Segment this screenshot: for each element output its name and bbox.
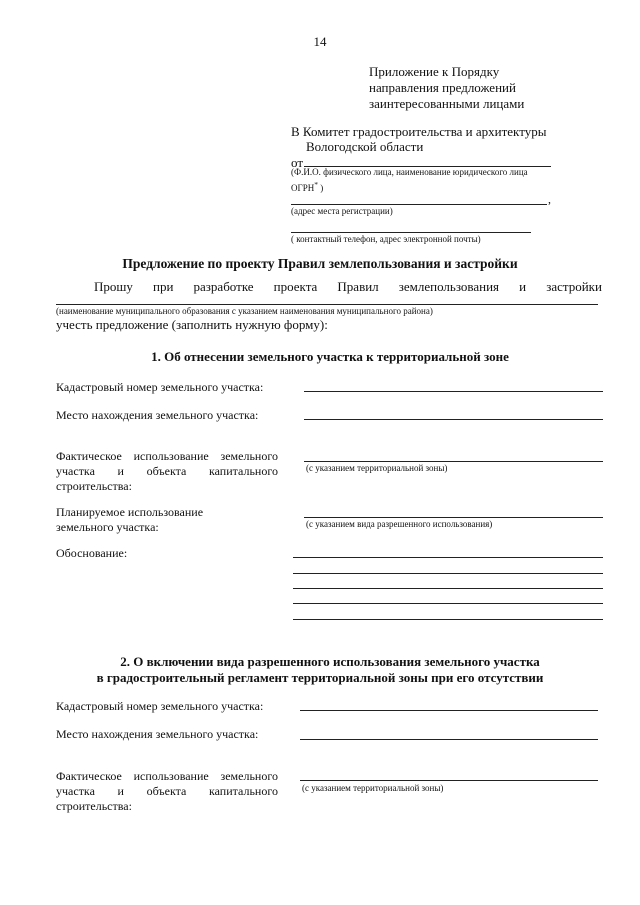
label-word: объекта	[146, 784, 187, 798]
from-label: от	[291, 155, 304, 170]
label-word: капитального	[208, 784, 278, 798]
label-word: Фактическое	[56, 449, 122, 463]
ogrn-caption: ОГРН	[291, 183, 315, 193]
fio-caption: (Ф.И.О. физического лица, наименование юридического лица	[291, 167, 528, 177]
label-word: участка	[56, 784, 95, 798]
section1-location-label: Место нахождения земельного участка:	[56, 408, 259, 422]
request-word: разработке	[193, 279, 254, 294]
section2-cadastral-label: Кадастровый номер земельного участка:	[56, 699, 264, 713]
label-word: земельного	[220, 769, 278, 783]
page-number: 14	[313, 34, 327, 49]
request-word: и	[519, 279, 527, 294]
appendix-line-2: направления предложений	[369, 80, 516, 95]
label-word: капитального	[208, 464, 278, 478]
section1-location-input[interactable]	[304, 419, 603, 420]
request-word: застройки	[546, 279, 602, 294]
label-word: земельного	[220, 449, 278, 463]
ogrn-close: )	[320, 183, 324, 193]
request-line-2: учесть предложение (заполнить нужную форму):	[56, 317, 328, 332]
request-word: проекта	[273, 279, 318, 294]
section2-location-label: Место нахождения земельного участка:	[56, 727, 259, 741]
section1-actual-use-input[interactable]	[304, 461, 603, 462]
ogrn-asterisk: *	[314, 180, 318, 189]
municipality-caption: (наименование муниципального образования с указанием наименования муниципального района)	[56, 306, 433, 316]
address-comma: ,	[548, 192, 551, 206]
section1-planned-use-input[interactable]	[304, 517, 603, 518]
label-word: строительства:	[56, 479, 132, 493]
label-word: земельного участка:	[56, 520, 159, 534]
label-word: использование	[133, 769, 209, 783]
justification-input-line-5[interactable]	[293, 619, 603, 620]
section2-actual-use-input[interactable]	[300, 780, 598, 781]
appendix-header	[369, 64, 609, 112]
request-word: Правил	[337, 279, 379, 294]
section1-actual-use-caption: (с указанием территориальной зоны)	[306, 463, 448, 473]
address-caption: (адрес места регистрации)	[291, 206, 393, 216]
label-word: Планируемое использование	[56, 505, 204, 519]
section2-heading-line-2: в градостроительный регламент территориальной зоны при его отсутствии	[96, 670, 544, 685]
section1-cadastral-label: Кадастровый номер земельного участка:	[56, 380, 264, 394]
section2-cadastral-input[interactable]	[300, 710, 598, 711]
addressee-line-2: Вологодской области	[306, 139, 424, 154]
justification-input-line-2[interactable]	[293, 573, 603, 574]
section1-justification-label: Обоснование:	[56, 546, 128, 560]
label-word: объекта	[146, 464, 187, 478]
section2-location-input[interactable]	[300, 739, 598, 740]
request-word: Прошу	[94, 279, 133, 294]
section2-heading-line-1: 2. О включении вида разрешенного использования земельного участка	[120, 654, 540, 669]
municipality-input-line[interactable]	[56, 304, 598, 305]
section2-actual-use-caption: (с указанием территориальной зоны)	[302, 783, 444, 793]
label-word: строительства:	[56, 799, 132, 813]
label-word: участка	[56, 464, 95, 478]
section1-planned-use-caption: (с указанием вида разрешенного использования)	[306, 519, 493, 529]
address-input-line[interactable]	[291, 204, 547, 205]
contact-caption: ( контактный телефон, адрес электронной почты)	[291, 234, 481, 244]
label-word: Фактическое	[56, 769, 122, 783]
appendix-line-3: заинтересованными лицами	[369, 96, 525, 111]
label-word: и	[117, 784, 124, 798]
contact-input-line[interactable]	[291, 232, 531, 233]
section2-actual-use-label	[56, 769, 278, 814]
document-title: Предложение по проекту Правил землепользования и застройки	[122, 256, 518, 271]
section1-heading: 1. Об отнесении земельного участка к территориальной зоне	[151, 349, 509, 364]
justification-input-line-3[interactable]	[293, 588, 603, 589]
justification-input-line-4[interactable]	[293, 603, 603, 604]
justification-input-line-1[interactable]	[293, 557, 603, 558]
label-word: использование	[133, 449, 209, 463]
section1-cadastral-input[interactable]	[304, 391, 603, 392]
request-word: при	[153, 279, 174, 294]
request-word: землепользования	[398, 279, 500, 294]
appendix-line-1: Приложение к Порядку	[369, 64, 500, 79]
addressee-line-1: В Комитет градостроительства и архитектуры	[291, 124, 547, 139]
section1-planned-use-label	[56, 505, 203, 535]
request-line-1	[94, 279, 602, 295]
label-word: и	[117, 464, 124, 478]
section1-actual-use-label	[56, 449, 278, 494]
ogrn-caption-group	[291, 179, 323, 194]
